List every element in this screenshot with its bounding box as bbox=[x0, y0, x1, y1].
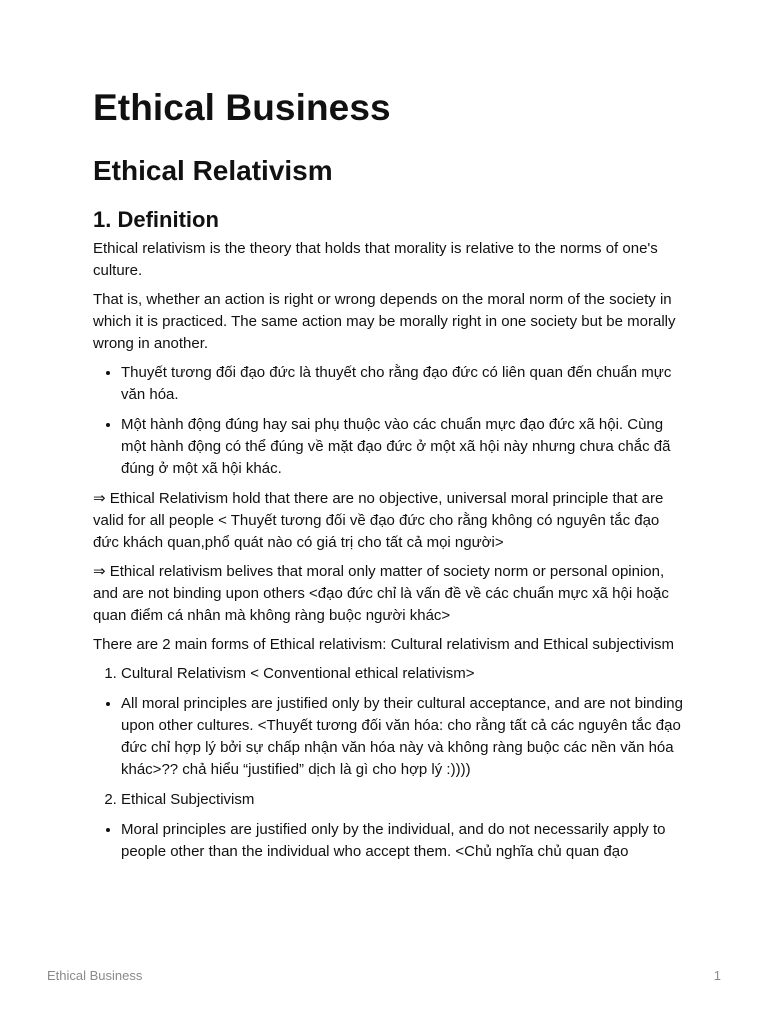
bullet-list-subjectivism bbox=[93, 819, 683, 863]
document-subtitle: Ethical Relativism bbox=[93, 155, 333, 187]
footer-title: Ethical Business bbox=[47, 968, 143, 983]
page-footer bbox=[47, 968, 721, 983]
list-item: • Thuyết tương đối đạo đức là thuyết cho rằng đạo đức có liên quan đến chuẩn mực văn hóa. bbox=[121, 362, 683, 406]
paragraph-explanation: That is, whether an action is right or wrong depends on the moral norm of the society in which it is practiced. The same action may be morally right in one society but be morally wrong in another. bbox=[93, 291, 676, 353]
paragraph-conclusion-2: ⇒ Ethical relativism belives that moral only matter of society norm or personal opinion, and are not binding upon others <đạo đức chỉ là vấn đề về các chuẩn mực xã hội hoặc quan điểm cá nhân mà không ràng buộc người khác> bbox=[93, 563, 669, 625]
list-item: 1. Cultural Relativism < Conventional ethical relativism> bbox=[121, 663, 683, 685]
list-item: • All moral principles are justified only by their cultural acceptance, and are not binding upon other cultures. <Thuyết tương đối văn hóa: cho rằng tất cả các nguyên tắc đạo đức chỉ hợp lý bởi sự chấp nhận văn hóa này và không ràng buộc các nền văn hóa khác>?? chả hiểu “justified” dịch là gì cho hợp lý :)))) bbox=[121, 693, 683, 781]
paragraph-definition: Ethical relativism is the theory that holds that morality is relative to the norms of one's culture. bbox=[93, 240, 658, 280]
page-number: 1 bbox=[713, 968, 721, 983]
list-item: • Một hành động đúng hay sai phụ thuộc vào các chuẩn mực đạo đức xã hội. Cùng một hành động có thể đúng về mặt đạo đức ở một xã hội này nhưng chưa chắc đã đúng ở một xã hội khác. bbox=[121, 414, 683, 480]
numbered-list-2 bbox=[93, 789, 683, 811]
document-title: Ethical Business bbox=[93, 87, 391, 128]
section-heading: 1. Definition bbox=[93, 206, 219, 232]
document-page bbox=[93, 86, 683, 871]
list-item: 2. Ethical Subjectivism bbox=[121, 789, 683, 811]
numbered-list-1 bbox=[93, 663, 683, 685]
paragraph-conclusion-1: ⇒ Ethical Relativism hold that there are no objective, universal moral principle that are valid for all people < Thuyết tương đối về đạo đức cho rằng không có nguyên tắc đạo đức khách quan,phổ quát nào có giá trị cho tất cả mọi người> bbox=[93, 490, 664, 552]
bullet-list-vietnamese bbox=[93, 362, 683, 480]
paragraph-forms: There are 2 main forms of Ethical relativism: Cultural relativism and Ethical subjectivism bbox=[93, 636, 675, 654]
list-item: • Moral principles are justified only by the individual, and do not necessarily apply to people other than the individual who accept them. <Chủ nghĩa chủ quan đạo bbox=[121, 819, 683, 863]
bullet-list-cultural bbox=[93, 693, 683, 781]
